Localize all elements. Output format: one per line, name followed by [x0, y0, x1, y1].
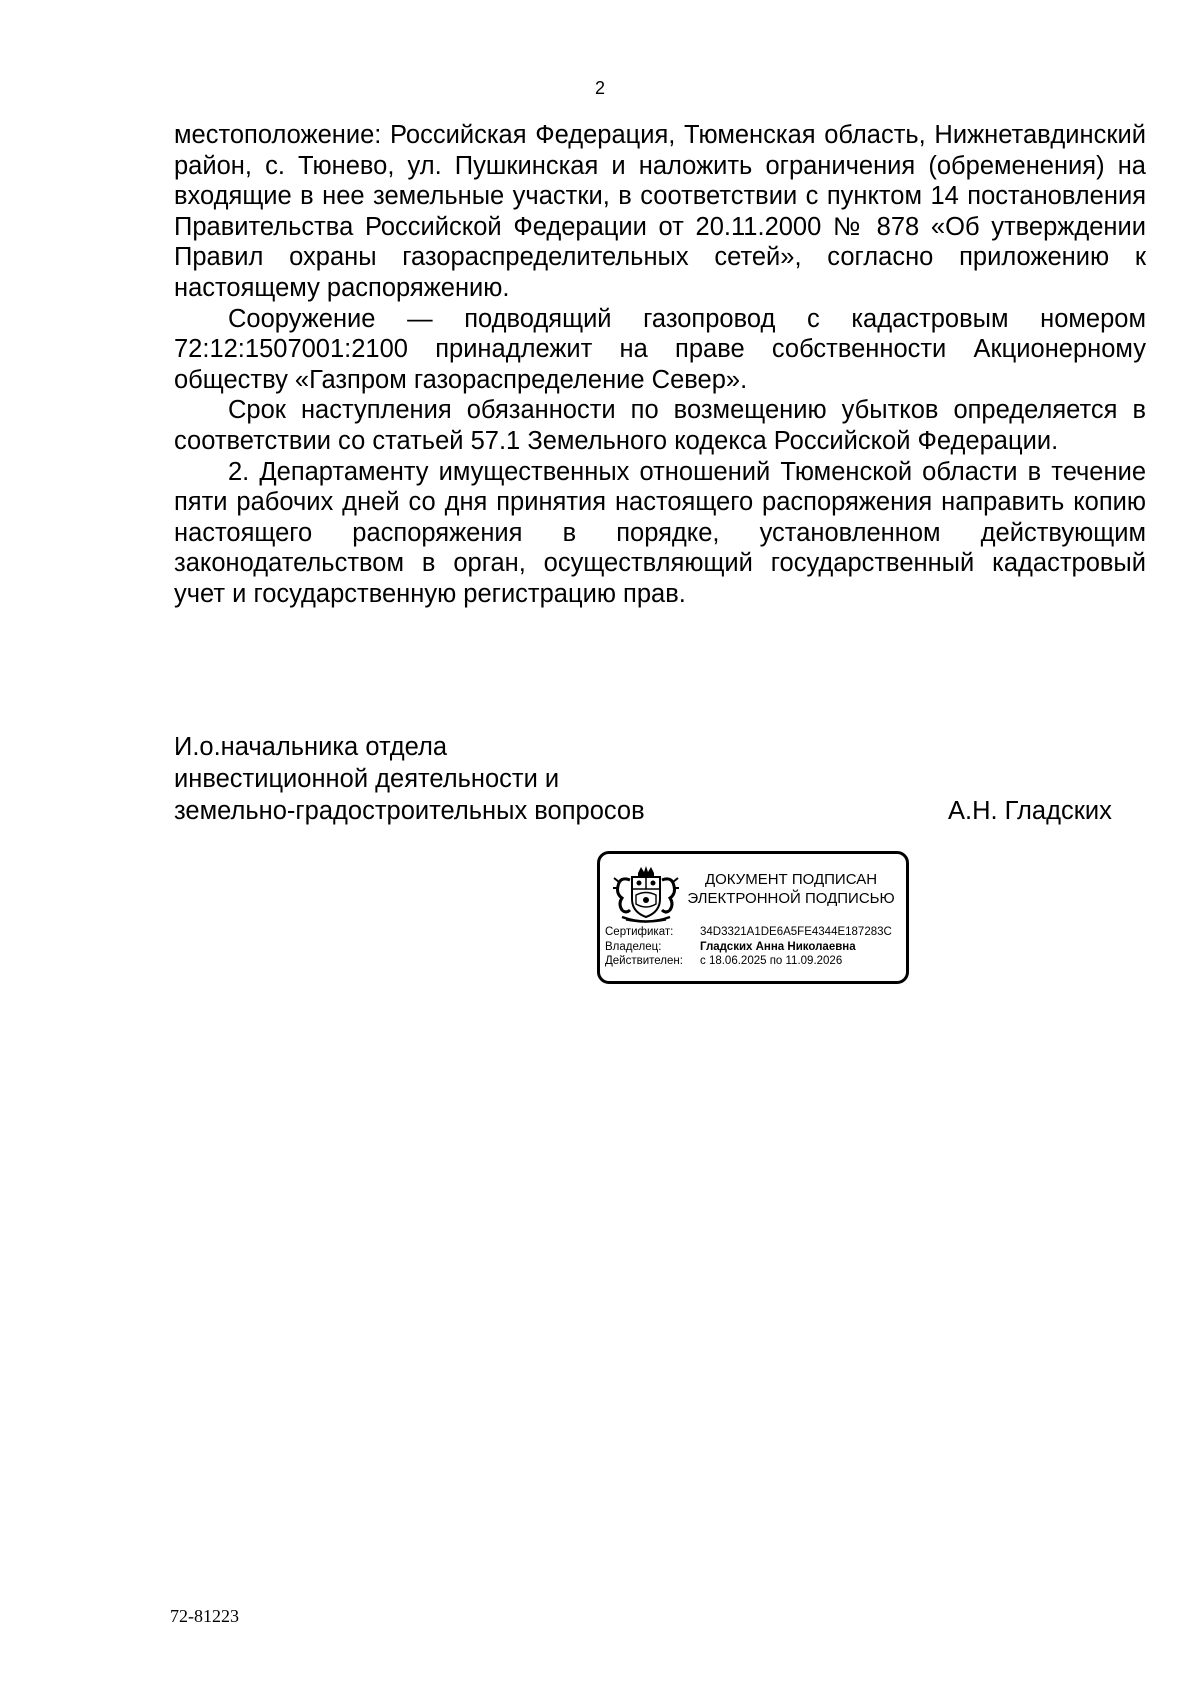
stamp-valid-row: [605, 954, 902, 969]
stamp-certificate-value: 34D3321A1DE6A5FE4344E187283C: [700, 926, 892, 938]
stamp-owner-value: Гладских Анна Николаевна: [700, 940, 856, 953]
document-body: [174, 120, 1146, 610]
stamp-title: [684, 870, 898, 908]
signatory-name: А.Н. Гладских: [948, 797, 1112, 825]
stamp-details: [605, 925, 902, 969]
paragraph-compensation: Срок наступления обязанности по возмещению убытков определяется в соответствии со статьей 57.1 Земельного кодекса Российской Федерации.: [174, 396, 1146, 455]
paragraph-ownership: Сооружение — подводящий газопровод с кадастровым номером 72:12:1507001:2100 принадлежит на праве собственности Акционерному обществу «Газпром газораспределение Север».: [174, 304, 1146, 394]
stamp-owner-row: [605, 940, 902, 955]
stamp-valid-label: Действителен:: [605, 955, 683, 967]
paragraph-item-2: 2. Департаменту имущественных отношений Тюменской области в течение пяти рабочих дней со дня принятия настоящего распоряжения направить копию настоящего распоряжения в порядке, установленном действующим законодательством в орган, осуществляющий государственный кадастровый учет и государственную регистрацию прав.: [174, 457, 1146, 608]
paragraph-location: местоположение: Российская Федерация, Тюменская область, Нижнетавдинский район, с. Тюнево, ул. Пушкинская и наложить ограничения (обременения) на входящие в нее земельные участки, в соответствии с пунктом 14 постановления Правительства Российской Федерации от 20.11.2000 № 878 «Об утверждении Правил охраны газораспределительных сетей», согласно приложению к настоящему распоряжению.: [174, 121, 1146, 302]
stamp-certificate-label: Сертификат:: [605, 926, 674, 938]
stamp-title-line: ЭЛЕКТРОННОЙ ПОДПИСЬЮ: [687, 890, 895, 907]
electronic-signature-stamp: [597, 851, 909, 984]
signatory-position-line: земельно-градостроительных вопросов: [174, 797, 645, 825]
page-number: 2: [594, 78, 605, 98]
stamp-valid-value: с 18.06.2025 по 11.09.2026: [700, 955, 843, 967]
signatory-position-line: И.о.начальника отдела: [174, 733, 448, 761]
coat-of-arms-icon: [612, 864, 680, 926]
signatory-position-line: инвестиционной деятельности и: [174, 765, 560, 793]
stamp-certificate-row: [605, 925, 902, 940]
document-code: 72-81223: [170, 1606, 239, 1626]
signatory-position: [174, 731, 645, 827]
stamp-title-line: ДОКУМЕНТ ПОДПИСАН: [704, 871, 878, 888]
stamp-owner-label: Владелец:: [605, 940, 662, 953]
